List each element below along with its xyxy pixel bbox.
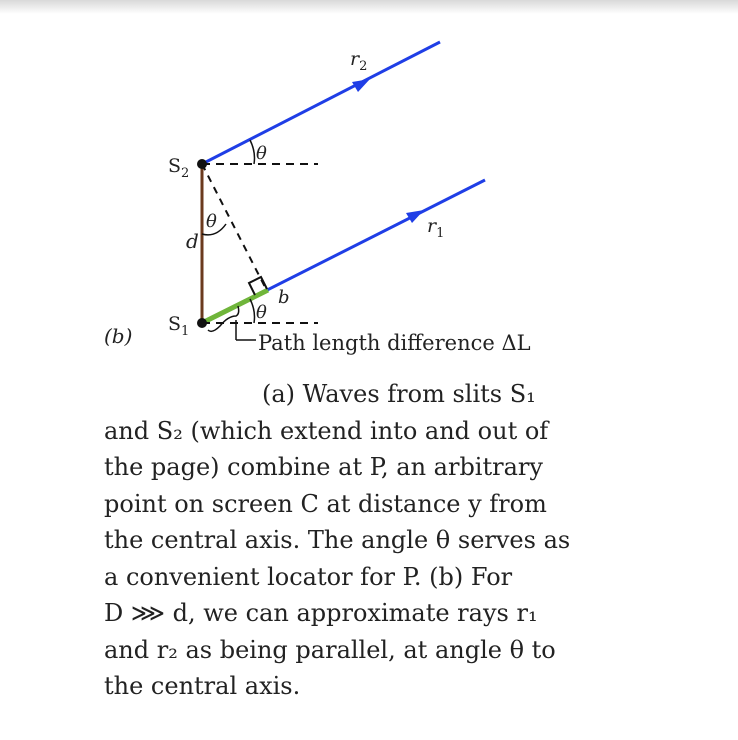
caption-line: point on screen C at distance y from [104,489,547,518]
caption-line: the central axis. [104,672,301,700]
segment-b-label: b [278,287,290,308]
caption-line: and r₂ as being parallel, at angle θ to [104,635,556,664]
caption-line: D ⋙ d, we can approximate rays r₁ [104,599,538,627]
caption-line: a convenient locator for P. (b) For [104,562,513,591]
caption-line: the page) combine at P, an arbitrary [104,453,543,481]
caption-line: and S₂ (which extend into and out of [104,416,549,445]
ray-r2-arrow [352,79,370,92]
slit-s1-label: $S_1$ [168,313,190,339]
slit-s1-dot [197,318,207,328]
ray-r2-label: $r_2$ [350,48,368,74]
angle-label-d: θ [206,211,217,232]
angle-label-s2: θ [256,143,267,164]
slit-s2-label: $S_2$ [168,155,190,181]
ray-r1-label: $r_1$ [427,215,445,241]
angle-label-s1: θ [256,302,267,323]
angle-arc-s2 [250,140,255,164]
angle-arc-s1 [250,299,255,323]
caption-line: (a) Waves from slits S₁ [262,380,536,408]
figure-caption [104,376,584,705]
ray-r2 [202,42,440,164]
panel-label: (b) [104,324,133,348]
caption-line: the central axis. The angle θ serves as [104,526,571,554]
path-difference-label: Path length difference ΔL [258,331,531,355]
ray-r1-arrow [406,210,424,223]
separation-d-label: d [186,229,199,253]
slit-s2-dot [197,159,207,169]
